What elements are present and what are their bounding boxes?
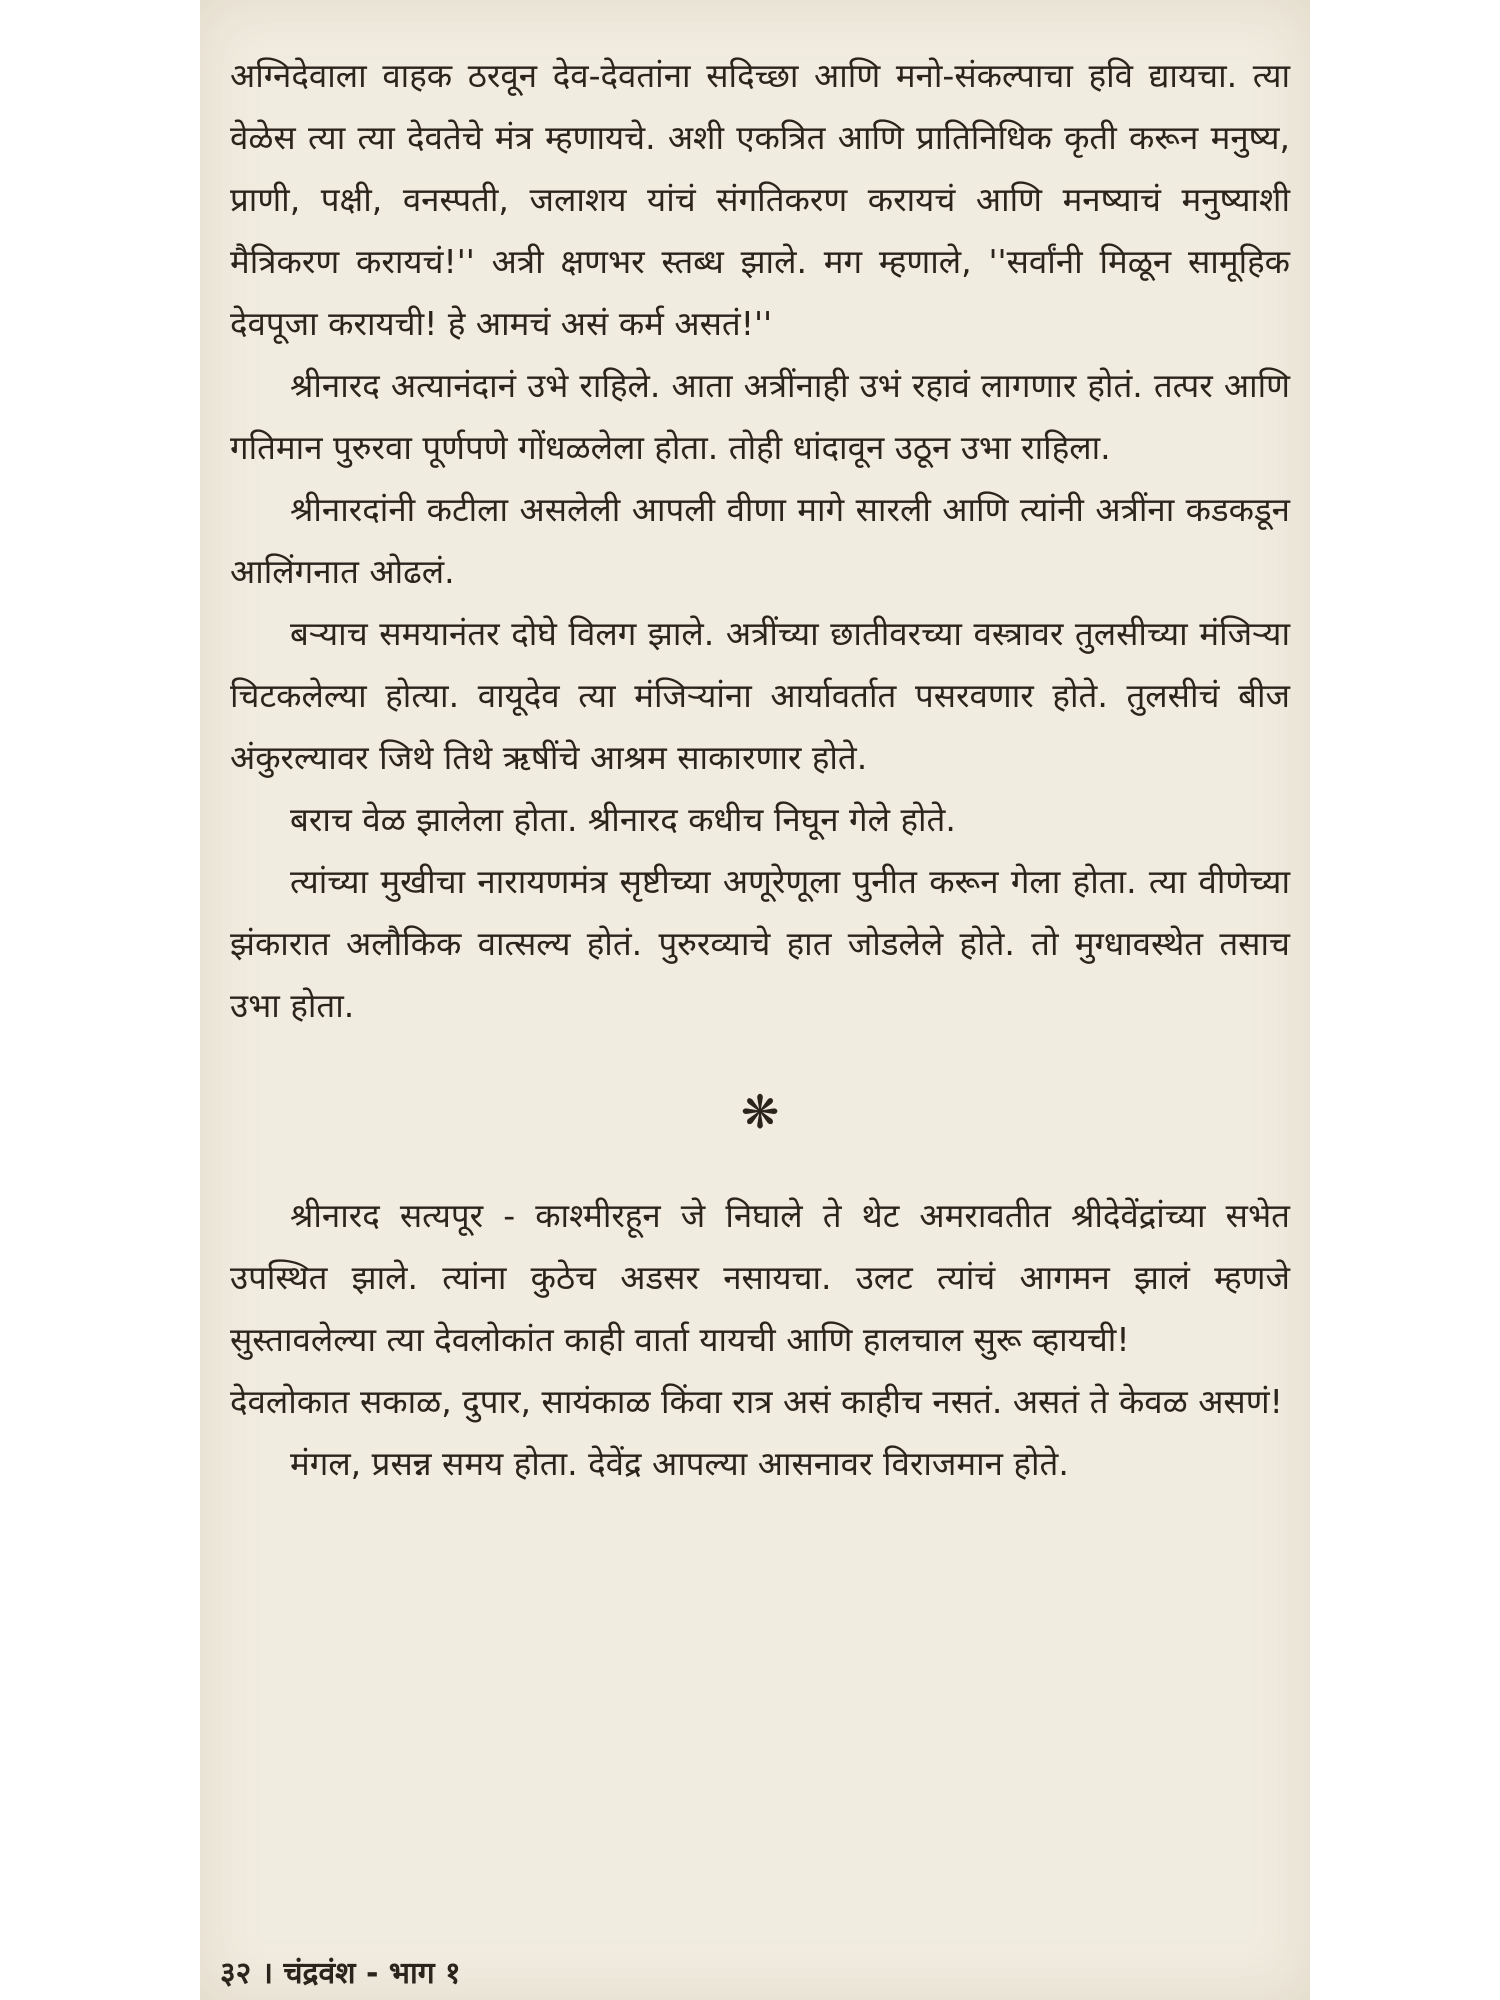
- paragraph-5: बराच वेळ झालेला होता. श्रीनारद कधीच निघून गेले होते.: [290, 800, 956, 839]
- book-page: [200, 0, 1310, 2000]
- paragraph-8: देवलोकात सकाळ, दुपार, सायंकाळ किंवा रात्र असं काहीच नसतं. असतं ते केवळ असणं!: [230, 1382, 1283, 1421]
- paragraph-9: मंगल, प्रसन्न समय होता. देवेंद्र आपल्या आसनावर विराजमान होते.: [290, 1444, 1069, 1483]
- paragraph-3: श्रीनारदांनी कटीला असलेली आपली वीणा मागे सारली आणि त्यांनी अत्रींना कडकडून आलिंगनात ओढलं.: [230, 490, 1290, 591]
- page-body: [230, 45, 1290, 1495]
- paragraph-7: श्रीनारद सत्यपूर - काश्मीरहून जे निघाले ते थेट अमरावतीत श्रीदेवेंद्रांच्या सभेत उपस्थित झाले. त्यांना कुठेच अडसर नसायचा. उलट त्यांचं आगमन झालं म्हणजे सुस्तावलेल्या त्या देवलोकांत काही वार्ता यायची आणि हालचाल सुरू व्हायची!: [230, 1196, 1290, 1359]
- page-footer: ३२ । चंद्रवंश - भाग १: [220, 1956, 461, 1991]
- paragraph-6: त्यांच्या मुखीचा नारायणमंत्र सृष्टीच्या अणूरेणूला पुनीत करून गेला होता. त्या वीणेच्या झंकारात अलौकिक वात्सल्य होतं. पुरुरव्याचे हात जोडलेले होते. तो मुग्धावस्थेत तसाच उभा होता.: [230, 862, 1290, 1025]
- paragraph-2: श्रीनारद अत्यानंदानं उभे राहिले. आता अत्रींनाही उभं रहावं लागणार होतं. तत्पर आणि गतिमान पुरुरवा पूर्णपणे गोंधळलेला होता. तोही धांदावून उठून उभा राहिला.: [230, 366, 1290, 467]
- paragraph-4: बऱ्याच समयानंतर दोघे विलग झाले. अत्रींच्या छातीवरच्या वस्त्रावर तुलसीच्या मंजिऱ्या चिटकलेल्या होत्या. वायूदेव त्या मंजिऱ्यांना आर्यावर्तात पसरवणार होते. तुलसीचं बीज अंकुरल्यावर जिथे तिथे ऋषींचे आश्रम साकारणार होते.: [230, 614, 1290, 777]
- paragraph-1: अग्निदेवाला वाहक ठरवून देव-देवतांना सदिच्छा आणि मनो-संकल्पाचा हवि द्यायचा. त्या वेळेस त्या त्या देवतेचे मंत्र म्हणायचे. अशी एकत्रित आणि प्रातिनिधिक कृती करून मनुष्य, प्राणी, पक्षी, वनस्पती, जलाशय यांचं संगतिकरण करायचं आणि मनष्याचं मनुष्याशी मैत्रिकरण करायचं!'' अत्री क्षणभर स्तब्ध झाले. मग म्हणाले, ''सर्वांनी मिळून सामूहिक देवपूजा करायची! हे आमचं असं कर्म असतं!'': [230, 56, 1290, 343]
- section-break-ornament-icon: ❋: [740, 1085, 780, 1139]
